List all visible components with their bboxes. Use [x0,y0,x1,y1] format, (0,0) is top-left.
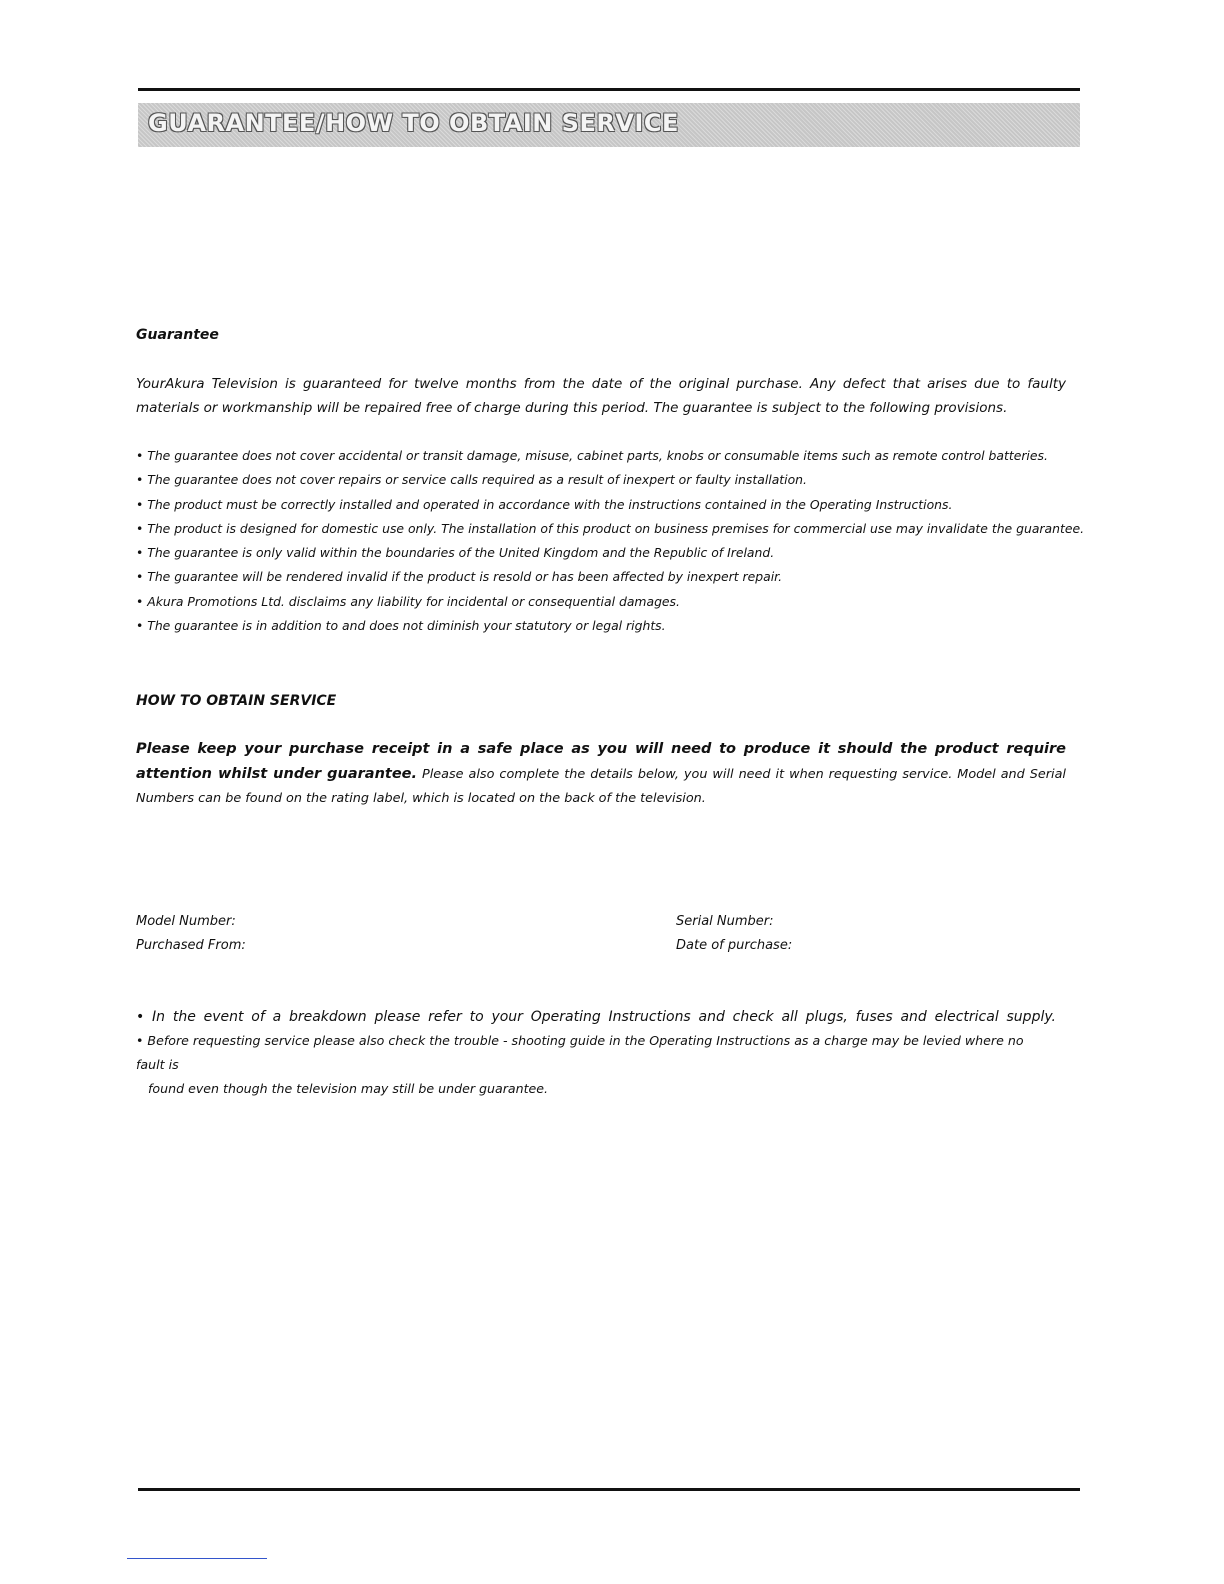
page-title: GUARANTEE/HOW TO OBTAIN SERVICE [148,109,679,137]
note-item: • In the event of a breakdown please refer to your Operating Instructions and check all plugs, fuses and electrical supply. [136,1009,1056,1025]
bottom-rule [138,1488,1080,1491]
model-number-label: Model Number: [136,914,236,929]
top-rule [138,88,1080,91]
provision-item: • The guarantee does not cover accidental or transit damage, misuse, cabinet parts, knobs or consumable items such as remote control batteries. [136,448,1048,463]
provision-item: • Akura Promotions Ltd. disclaims any liability for incidental or consequential damages. [136,593,680,609]
guarantee-intro: YourAkura Television is guaranteed for twelve months from the date of the original purchase. Any defect that arises due to faulty materials or workmanship will be repaired free of charge during this period. The guarantee is subject to the following provisions. [136,376,1066,416]
service-details-text: Please also complete the details below, you will need it when requesting service. Model and Serial Numbers can be found on the rating label, which is located on the back of the television. [136,767,1066,806]
service-instructions [136,737,1066,811]
guarantee-heading: Guarantee [136,327,219,343]
guarantee-provisions-list [136,444,1084,638]
receipt-notice: Please keep your purchase receipt in a safe place as you will need to produce it should the product require attention whilst under guarantee. [136,741,1066,782]
serial-number-label: Serial Number: [676,914,774,929]
provision-item: • The guarantee is in addition to and does not diminish your statutory or legal rights. [136,618,666,634]
provision-item: • The product is designed for domestic use only. The installation of this product on business premises for commercial use may invalidate the guarantee. [136,520,1085,536]
provision-item: • The guarantee is only valid within the boundaries of the United Kingdom and the Republic of Ireland. [136,545,775,561]
note-item: • Before requesting service please also check the trouble - shooting guide in the Operating Instructions as a charge may be levied where no fault is [136,1033,1024,1072]
service-notes-list [136,1005,1056,1101]
title-banner [138,103,1080,147]
purchased-from-label: Purchased From: [136,938,246,953]
provision-item: • The product must be correctly installed and operated in accordance with the instructions contained in the Operating Instructions. [136,496,953,512]
date-of-purchase-label: Date of purchase: [676,938,793,953]
provision-item: • The guarantee will be rendered invalid if the product is resold or has been affected by inexpert repair. [136,569,783,585]
footer-underline [127,1558,267,1559]
note-item-continuation: found even though the television may still be under guarantee. [148,1081,549,1096]
service-heading: HOW TO OBTAIN SERVICE [136,693,337,709]
provision-item: • The guarantee does not cover repairs or service calls required as a result of inexpert or faulty installation. [136,472,807,488]
